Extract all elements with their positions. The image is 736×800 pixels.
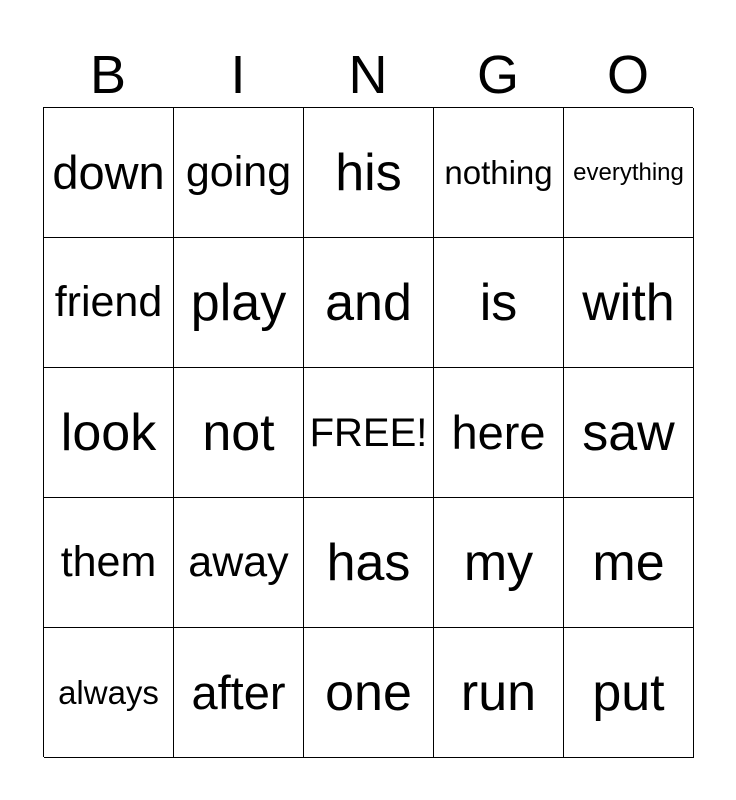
free-space-cell[interactable]: FREE! [304, 368, 434, 498]
header-letter-o: O [606, 45, 649, 105]
bingo-cell[interactable]: going [174, 108, 304, 238]
bingo-cell[interactable]: not [174, 368, 304, 498]
bingo-cell[interactable]: is [434, 238, 564, 368]
bingo-cell[interactable]: after [174, 628, 304, 758]
bingo-cell[interactable]: nothing [434, 108, 564, 238]
bingo-cell[interactable]: look [44, 368, 174, 498]
header-letter-b: B [89, 45, 127, 105]
bingo-cell[interactable]: his [304, 108, 434, 238]
bingo-cell[interactable]: everything [564, 108, 694, 238]
bingo-cell[interactable]: has [304, 498, 434, 628]
header-letter-g: G [476, 45, 519, 105]
bingo-cell[interactable]: away [174, 498, 304, 628]
bingo-cell[interactable]: and [304, 238, 434, 368]
bingo-cell[interactable]: with [564, 238, 694, 368]
bingo-cell[interactable]: them [44, 498, 174, 628]
header-letter-n: N [348, 45, 388, 105]
bingo-cell[interactable]: here [434, 368, 564, 498]
bingo-cell[interactable]: one [304, 628, 434, 758]
bingo-cell[interactable]: play [174, 238, 304, 368]
bingo-cell[interactable]: always [44, 628, 174, 758]
bingo-cell[interactable]: saw [564, 368, 694, 498]
bingo-cell[interactable]: down [44, 108, 174, 238]
bingo-header [43, 44, 693, 106]
bingo-cell[interactable]: put [564, 628, 694, 758]
bingo-cell[interactable]: friend [44, 238, 174, 368]
bingo-grid [43, 107, 693, 757]
bingo-cell[interactable]: me [564, 498, 694, 628]
header-letter-i: I [230, 45, 246, 105]
bingo-cell[interactable]: run [434, 628, 564, 758]
bingo-cell[interactable]: my [434, 498, 564, 628]
